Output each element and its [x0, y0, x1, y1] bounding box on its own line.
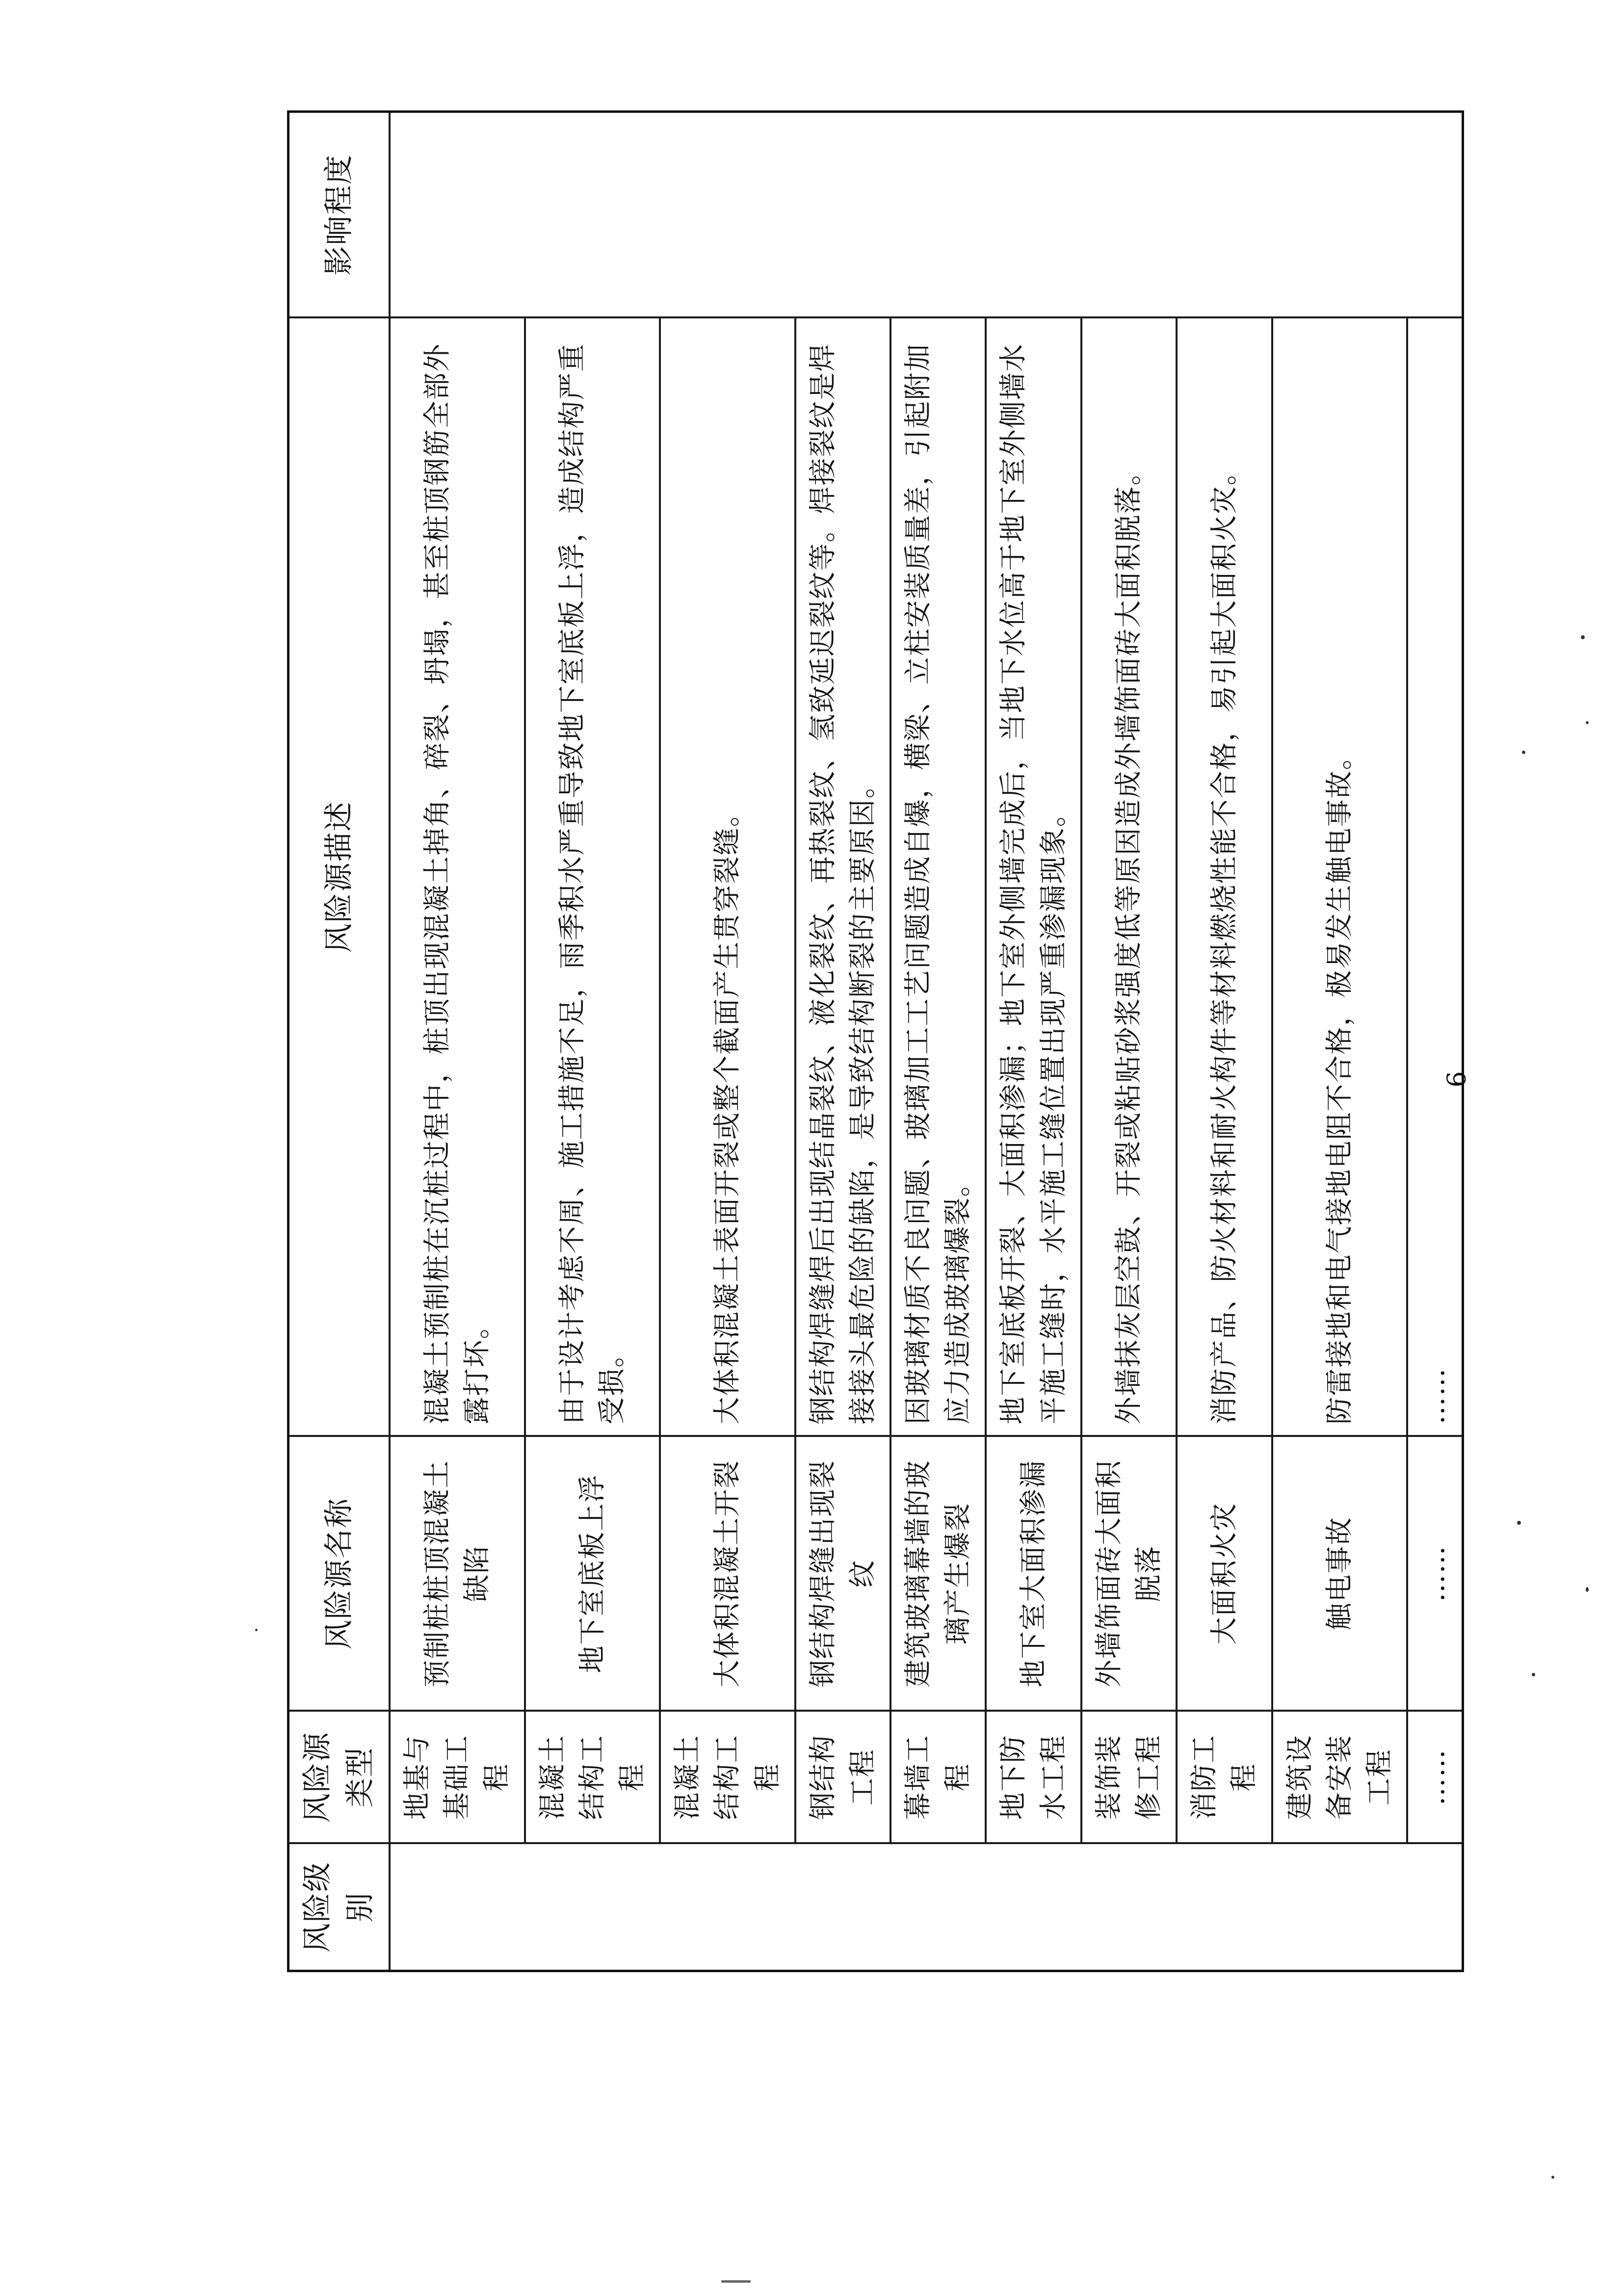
type-cell: 地下防水工程 — [986, 1711, 1081, 1844]
desc-cell: 消防产品、防火材料和耐火构件等材料燃烧性能不合格，易引起大面积火灾。 — [1177, 318, 1272, 1436]
risk-table-rotated — [287, 113, 1451, 1972]
table-row — [390, 112, 525, 1971]
desc-cell: 地下室底板开裂、大面积渗漏；地下室外侧墙完成后，当地下水位高于地下室外侧墙水平施工缝时，水平施工缝位置出现严重渗漏现象。 — [986, 318, 1081, 1436]
header-desc: 风险源描述 — [288, 318, 390, 1436]
desc-cell: 防雷接地和电气接地电阻不合格，极易发生触电事故。 — [1272, 318, 1408, 1436]
type-cell: 装饰装修工程 — [1081, 1711, 1177, 1844]
name-cell: 外墙饰面砖大面积脱落 — [1081, 1436, 1177, 1711]
impact-cell — [390, 112, 1463, 318]
desc-cell: 大体积混凝土表面开裂或整个截面产生贯穿裂缝。 — [660, 318, 795, 1436]
table-row — [525, 112, 660, 1971]
scan-speck — [1586, 1587, 1589, 1592]
scan-speck — [721, 2280, 751, 2283]
desc-cell: 混凝土预制桩在沉桩过程中，桩顶出现混凝土掉角、碎裂、坍塌，甚至桩顶钢筋全部外露打坏。 — [390, 318, 525, 1436]
desc-cell: 外墙抹灰层空鼓、开裂或粘贴砂浆强度低等原因造成外墙饰面砖大面积脱落。 — [1081, 318, 1177, 1436]
header-level: 风险级别 — [288, 1844, 390, 1971]
table-row — [1272, 112, 1408, 1971]
header-name: 风险源名称 — [288, 1436, 390, 1711]
type-cell: 幕墙工程 — [891, 1711, 986, 1844]
name-cell: 钢结构焊缝出现裂纹 — [795, 1436, 891, 1711]
type-cell: 地基与基础工程 — [390, 1711, 525, 1844]
name-cell: 预制桩桩顶混凝土缺陷 — [390, 1436, 525, 1711]
header-type: 风险源类型 — [288, 1711, 390, 1844]
desc-cell: 由于设计考虑不周、施工措施不足，雨季积水严重导致地下室底板上浮，造成结构严重受损。 — [525, 318, 660, 1436]
desc-cell: 钢结构焊缝焊后出现结晶裂纹、液化裂纹、再热裂纹、氢致延迟裂纹等。焊接裂纹是焊接接头最危险的缺陷，是导致结构断裂的主要原因。 — [795, 318, 891, 1436]
name-cell: 地下室底板上浮 — [525, 1436, 660, 1711]
name-cell: 触电事故 — [1272, 1436, 1408, 1711]
type-cell: 钢结构工程 — [795, 1711, 891, 1844]
table-row — [1081, 112, 1177, 1971]
name-cell: …… — [1407, 1436, 1463, 1711]
scan-speck — [1581, 635, 1585, 639]
desc-cell: 因玻璃材质不良问题、玻璃加工工艺问题造成自爆，横梁、立柱安装质量差，引起附加应力造成玻璃爆裂。 — [891, 318, 986, 1436]
name-cell: 地下室大面积渗漏 — [986, 1436, 1081, 1711]
name-cell: 大体积混凝土开裂 — [660, 1436, 795, 1711]
table-row — [986, 112, 1081, 1971]
table-row — [1407, 112, 1463, 1971]
header-row — [288, 112, 390, 1971]
table-row — [660, 112, 795, 1971]
scan-speck — [1517, 1521, 1521, 1525]
desc-cell: …… — [1407, 318, 1463, 1436]
scan-speck — [255, 1629, 258, 1631]
type-cell: …… — [1407, 1711, 1463, 1844]
type-cell: 混凝土结构工程 — [525, 1711, 660, 1844]
table-row — [1177, 112, 1272, 1971]
level-cell — [390, 1844, 1463, 1971]
header-impact: 影响程度 — [288, 112, 390, 318]
page-number: 6 — [1442, 1071, 1472, 1088]
name-cell: 建筑玻璃幕墙的玻璃产生爆裂 — [891, 1436, 986, 1711]
name-cell: 大面积火灾 — [1177, 1436, 1272, 1711]
scan-speck — [1586, 721, 1589, 724]
scan-speck — [1551, 2176, 1554, 2179]
risk-table — [287, 110, 1464, 1972]
table-row — [795, 112, 891, 1971]
scan-speck — [1532, 1673, 1535, 1676]
table-row — [891, 112, 986, 1971]
type-cell: 建筑设备安装工程 — [1272, 1711, 1408, 1844]
type-cell: 混凝土结构工程 — [660, 1711, 795, 1844]
type-cell: 消防工程 — [1177, 1711, 1272, 1844]
scan-speck — [1522, 751, 1525, 754]
